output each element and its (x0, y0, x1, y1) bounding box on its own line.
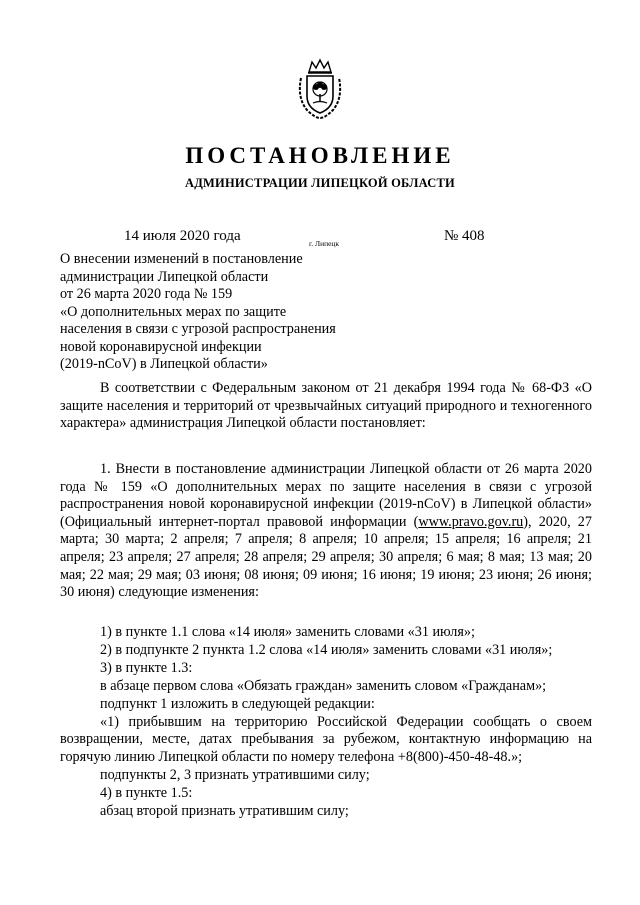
document-heading (60, 251, 390, 374)
issuing-authority: АДМИНИСТРАЦИИ ЛИПЕЦКОЙ ОБЛАСТИ (185, 176, 455, 190)
coat-of-arms-icon (295, 58, 345, 120)
heading-line: «О дополнительных мерах по защите (60, 303, 287, 320)
change-item: 4) в пункте 1.5: (100, 785, 193, 802)
item1-block (60, 461, 592, 602)
change-item: подпункт 1 изложить в следующей редакции: (100, 695, 375, 712)
heading-line: О внесении изменений в постановление (60, 251, 303, 267)
item1-paragraph (60, 461, 592, 602)
change-item: 2) в подпункте 2 пункта 1.2 слова «14 июля» заменить словами «31 июля»; (100, 641, 553, 658)
preamble-block (60, 380, 592, 433)
heading-line: населения в связи с угрозой распространения (60, 321, 336, 337)
preamble-paragraph: В соответствии с Федеральным законом от 21 декабря 1994 года № 68-ФЗ «О защите населения и территорий от чрезвычайных ситуаций природного и техногенного характера» администрация Липецкой области постановляет: (60, 380, 592, 432)
change-item: абзац второй признать утратившим силу; (100, 803, 349, 820)
heading-line: от 26 марта 2020 года № 159 (60, 286, 233, 302)
heading-line: новой коронавирусной инфекции (60, 338, 262, 355)
document-date: 14 июля 2020 года (124, 228, 241, 244)
change-item: в абзаце первом слова «Обязать граждан» заменить словом «Гражданам»; (100, 677, 547, 694)
pravo-gov-link[interactable]: www.pravo.gov.ru (418, 513, 524, 530)
change-item: 3) в пункте 1.3: (100, 659, 193, 676)
item1-text-end: ), 2020, 27 марта; 30 марта; 2 апреля; 7 апреля; 8 апреля; 10 апреля; 15 апреля; 16 апреля; 21 апреля; 23 апреля; 27 апреля; 28 апреля; 29 апреля; 30 апреля; 6 мая; 8 мая; 13 мая; 20 мая; 22 мая; 29 мая; 03 июня; 08 июня; 09 июня; 16 июня; 19 июня; 23 июня; 26 июня; 30 июня) следующие изменения: (60, 513, 592, 601)
heading-line: (2019-nCoV) в Липецкой области» (60, 356, 268, 372)
item1-text-start: 1. Внести в постановление администрации Липецкой области от 26 марта 2020 года № 159 «О дополнительных мерах по защите населения в связи с угрозой распространения новой коронавирусной инфекции (2019-nCoV) в Липецкой области» (Официальный интернет-портал правовой информации ( (60, 461, 592, 530)
document-title: ПОСТАНОВЛЕНИЕ (185, 143, 455, 168)
document-city: г. Липецк (309, 239, 340, 248)
changes-list (60, 624, 592, 821)
change-item: «1) прибывшим на территорию Российской Федерации сообщать о своем возвращении, месте, датах пребывания за рубежом, контактную информацию на горячую линию Липецкой области по номеру телефона +8(800)-450-48-48.»; (60, 713, 592, 766)
heading-line: администрации Липецкой области (60, 268, 269, 285)
change-item: 1) в пункте 1.1 слова «14 июля» заменить словами «31 июля»; (100, 624, 475, 640)
document-number: № 408 (444, 228, 485, 244)
change-item: подпункты 2, 3 признать утратившими силу; (100, 767, 370, 784)
